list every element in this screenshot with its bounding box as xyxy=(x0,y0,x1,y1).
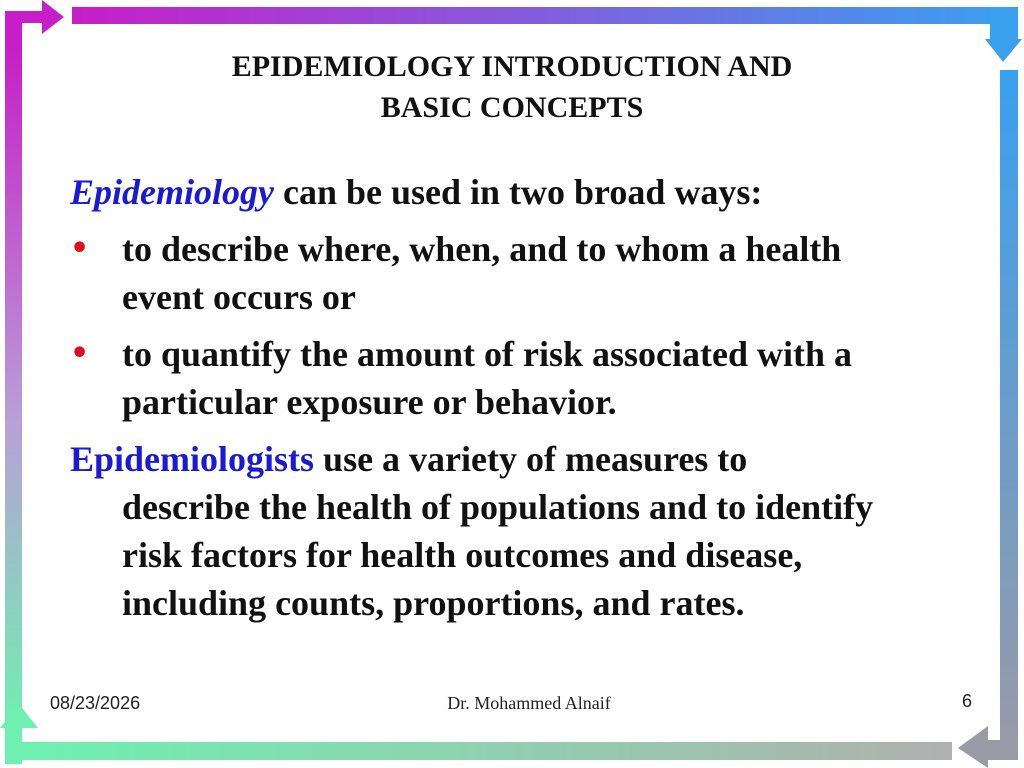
slide-title-line-1: EPIDEMIOLOGY INTRODUCTION AND xyxy=(231,50,793,83)
intro-text: can be used in two broad ways: xyxy=(273,172,763,212)
footer-page-number: 6 xyxy=(962,691,973,711)
bullet-1-line-2: event occurs or xyxy=(122,277,356,317)
closing-line-4: including counts, proportions, and rates. xyxy=(122,583,745,623)
slide-body xyxy=(70,168,970,627)
term-epidemiology: Epidemiology xyxy=(70,172,274,212)
closing-line-3: risk factors for health outcomes and disease, xyxy=(122,535,803,575)
footer-author: Dr. Mohammed Alnaif xyxy=(447,693,611,713)
bullet-dot-icon: • xyxy=(70,336,90,371)
closing-paragraph xyxy=(70,435,970,627)
bullet-item-2 xyxy=(70,330,970,426)
slide-title-line-2: BASIC CONCEPTS xyxy=(380,91,644,124)
top-right-down-arrow-icon xyxy=(985,7,1022,62)
term-epidemiologists: Epidemiologists xyxy=(70,439,315,479)
frame-bottom-bar xyxy=(40,742,952,760)
closing-line-1: use a variety of measures to xyxy=(314,439,748,479)
bullet-2-line-1: to quantify the amount of risk associated with a xyxy=(122,334,853,374)
frame-left-bar xyxy=(5,48,22,728)
footer-date: 08/23/2026 xyxy=(50,693,141,713)
bullet-item-1 xyxy=(70,225,970,321)
bullet-2-line-2: particular exposure or behavior. xyxy=(122,382,617,422)
bullet-1-line-1: to describe where, when, and to whom a health xyxy=(122,229,842,269)
bullet-dot-icon: • xyxy=(70,231,90,266)
frame-top-bar xyxy=(72,7,1018,24)
intro-paragraph xyxy=(70,168,970,216)
closing-line-2: describe the health of populations and to identify xyxy=(122,487,874,527)
top-left-right-arrow-icon xyxy=(5,0,64,51)
frame-right-bar xyxy=(1000,70,1018,760)
slide-title xyxy=(100,46,924,128)
